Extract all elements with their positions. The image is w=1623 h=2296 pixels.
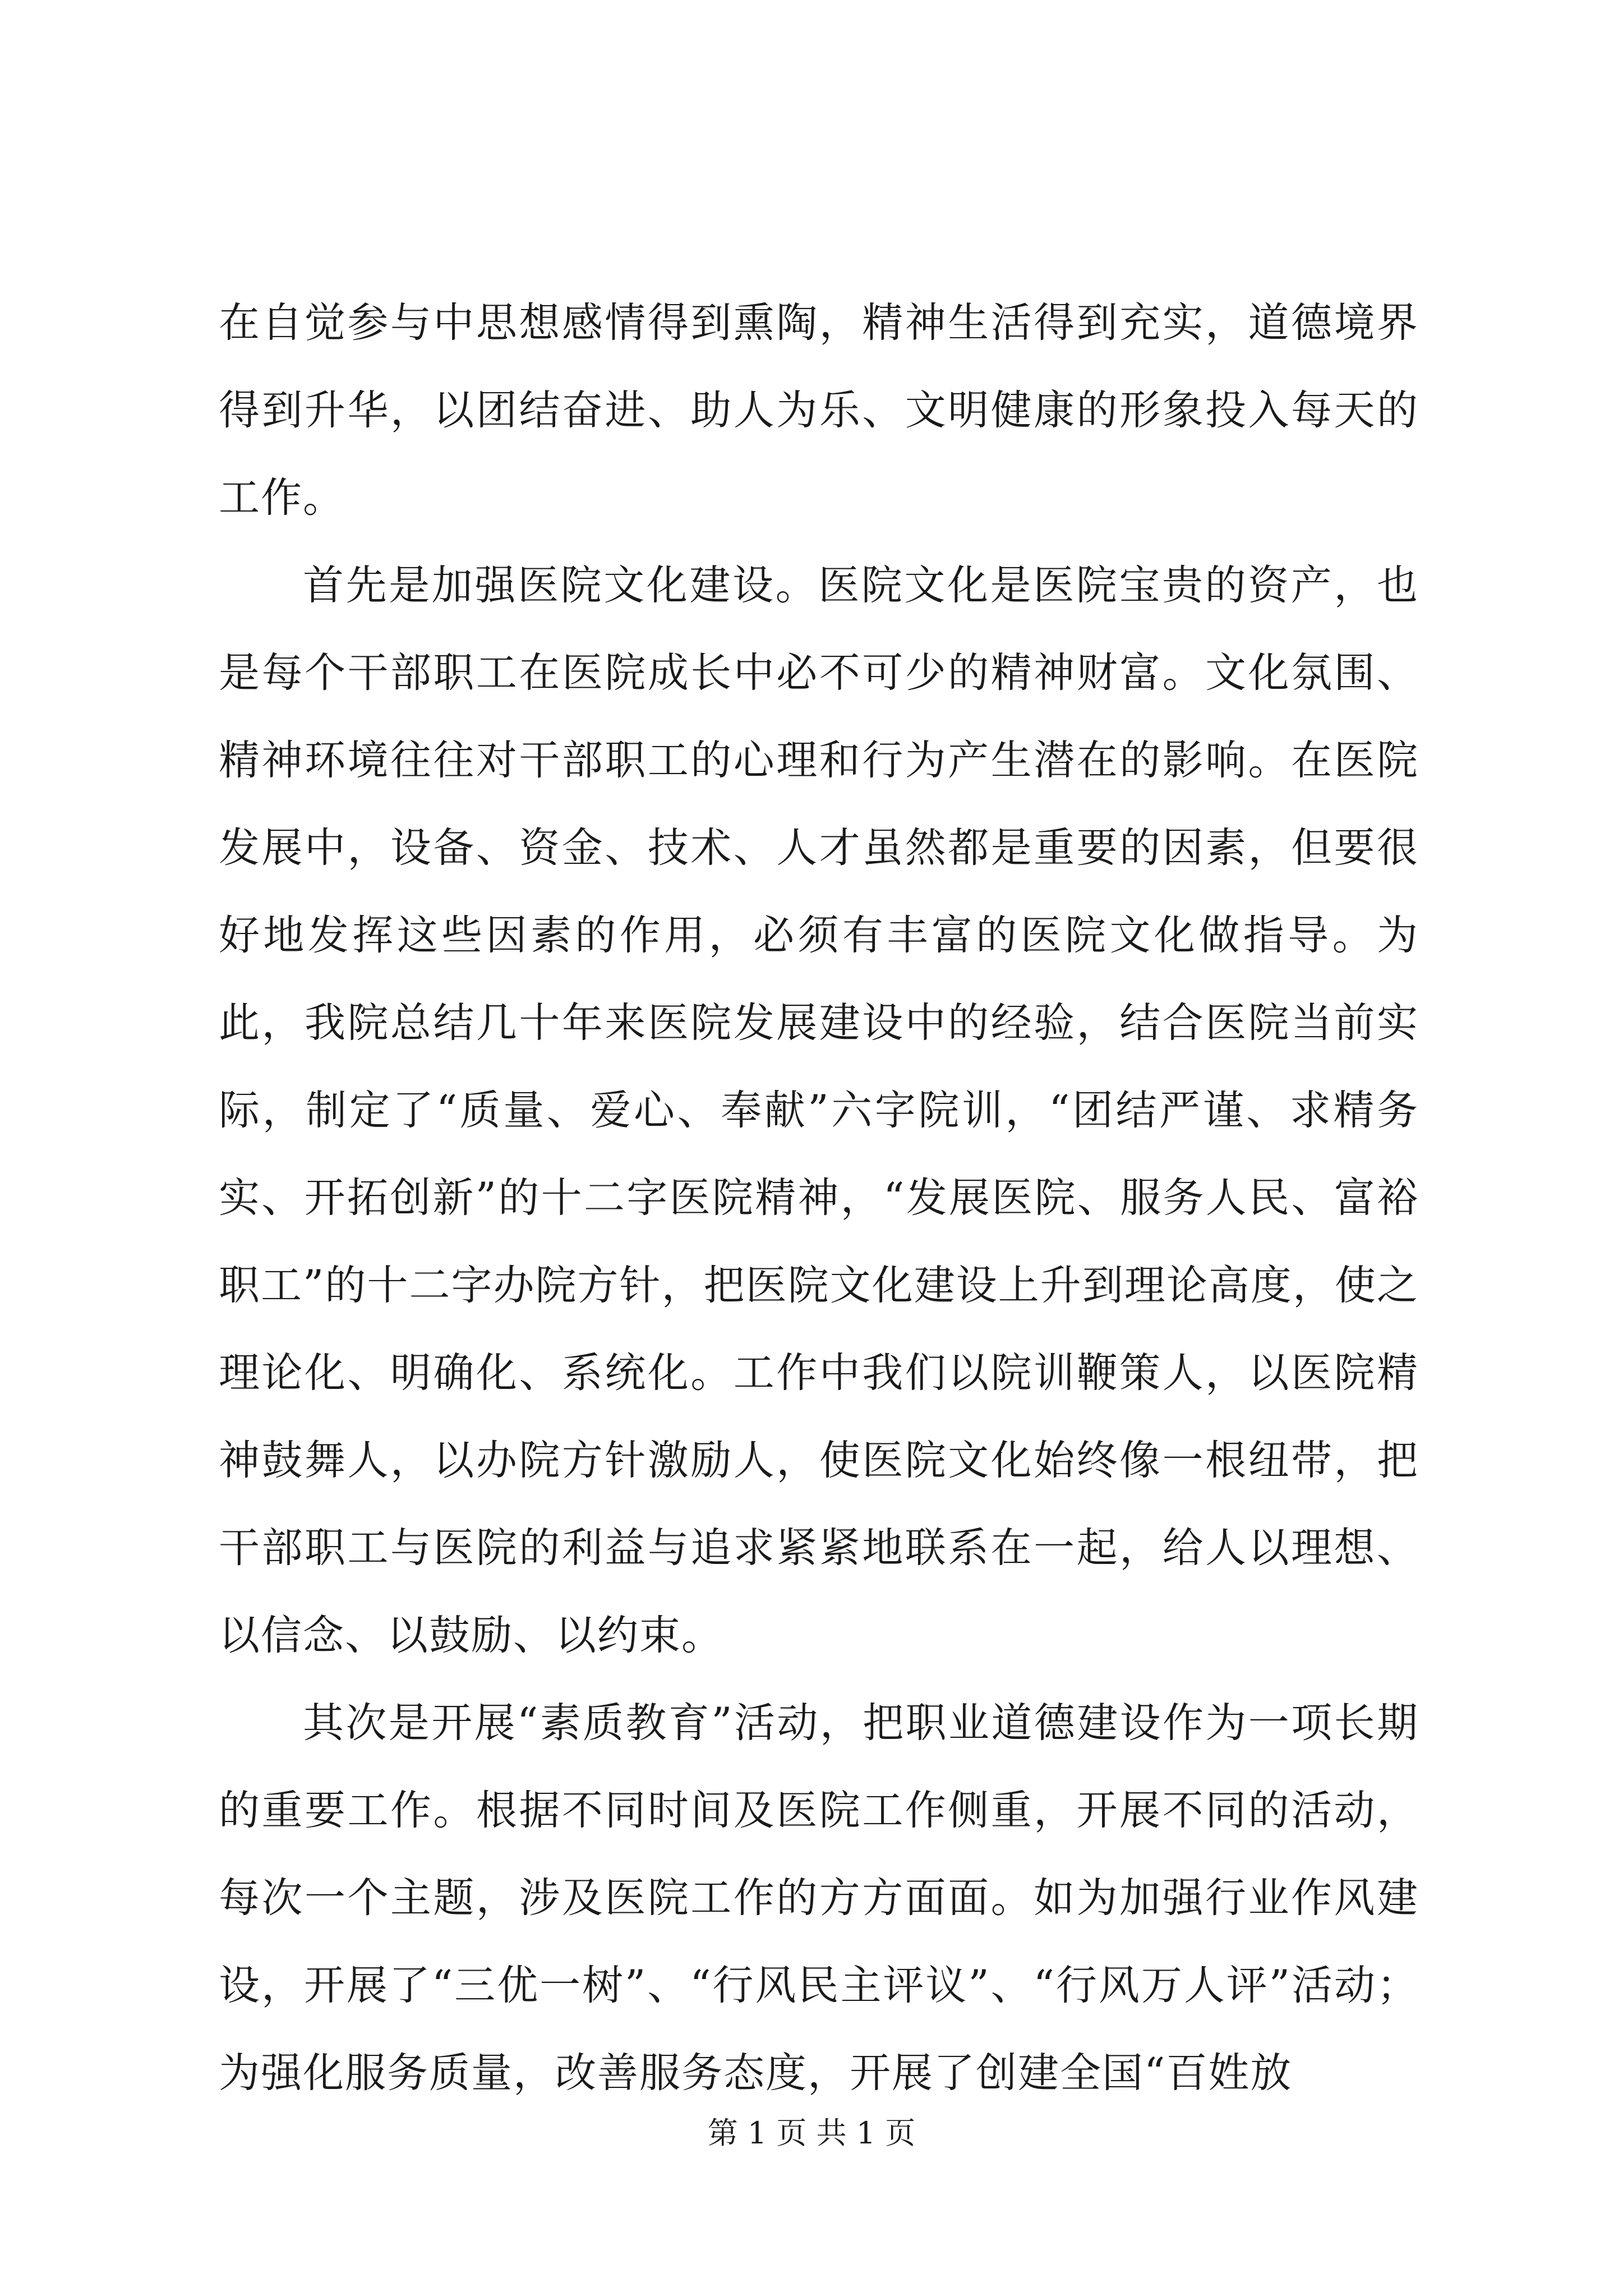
paragraph-3: 其次是开展“素质教育”活动，把职业道德建设作为一项长期的重要工作。根据不同时间及医院工作侧重，开展不同的活动，每次一个主题，涉及医院工作的方方面面。如为加强行业作风建设，开展了“三优一树”、“行风民主评议”、“行风万人评”活动；为强化服务质量，改善服务态度，开展了创建全国“百姓放 (219, 1699, 1419, 2097)
document-body (219, 279, 1419, 2117)
page-footer: 第 1 页 共 1 页 (707, 2115, 916, 2151)
paragraph-1: 在自觉参与中思想感情得到熏陶，精神生活得到充实，道德境界得到升华，以团结奋进、助人为乐、文明健康的形象投入每天的工作。 (219, 299, 1419, 522)
paragraph-2: 首先是加强医院文化建设。医院文化是医院宝贵的资产，也是每个干部职工在医院成长中必不可少的精神财富。文化氛围、精神环境往往对干部职工的心理和行为产生潜在的影响。在医院发展中，设备、资金、技术、人才虽然都是重要的因素，但要很好地发挥这些因素的作用，必须有丰富的医院文化做指导。为此，我院总结几十年来医院发展建设中的经验，结合医院当前实际，制定了“质量、爱心、奉献”六字院训，“团结严谨、求精务实、开拓创新”的十二字医院精神，“发展医院、服务人民、富裕职工”的十二字办院方针，把医院文化建设上升到理论高度，使之理论化、明确化、系统化。工作中我们以院训鞭策人，以医院精神鼓舞人，以办院方针激励人，使医院文化始终像一根纽带，把干部职工与医院的利益与追求紧紧地联系在一起，给人以理想、以信念、以鼓励、以约束。 (219, 562, 1419, 1659)
